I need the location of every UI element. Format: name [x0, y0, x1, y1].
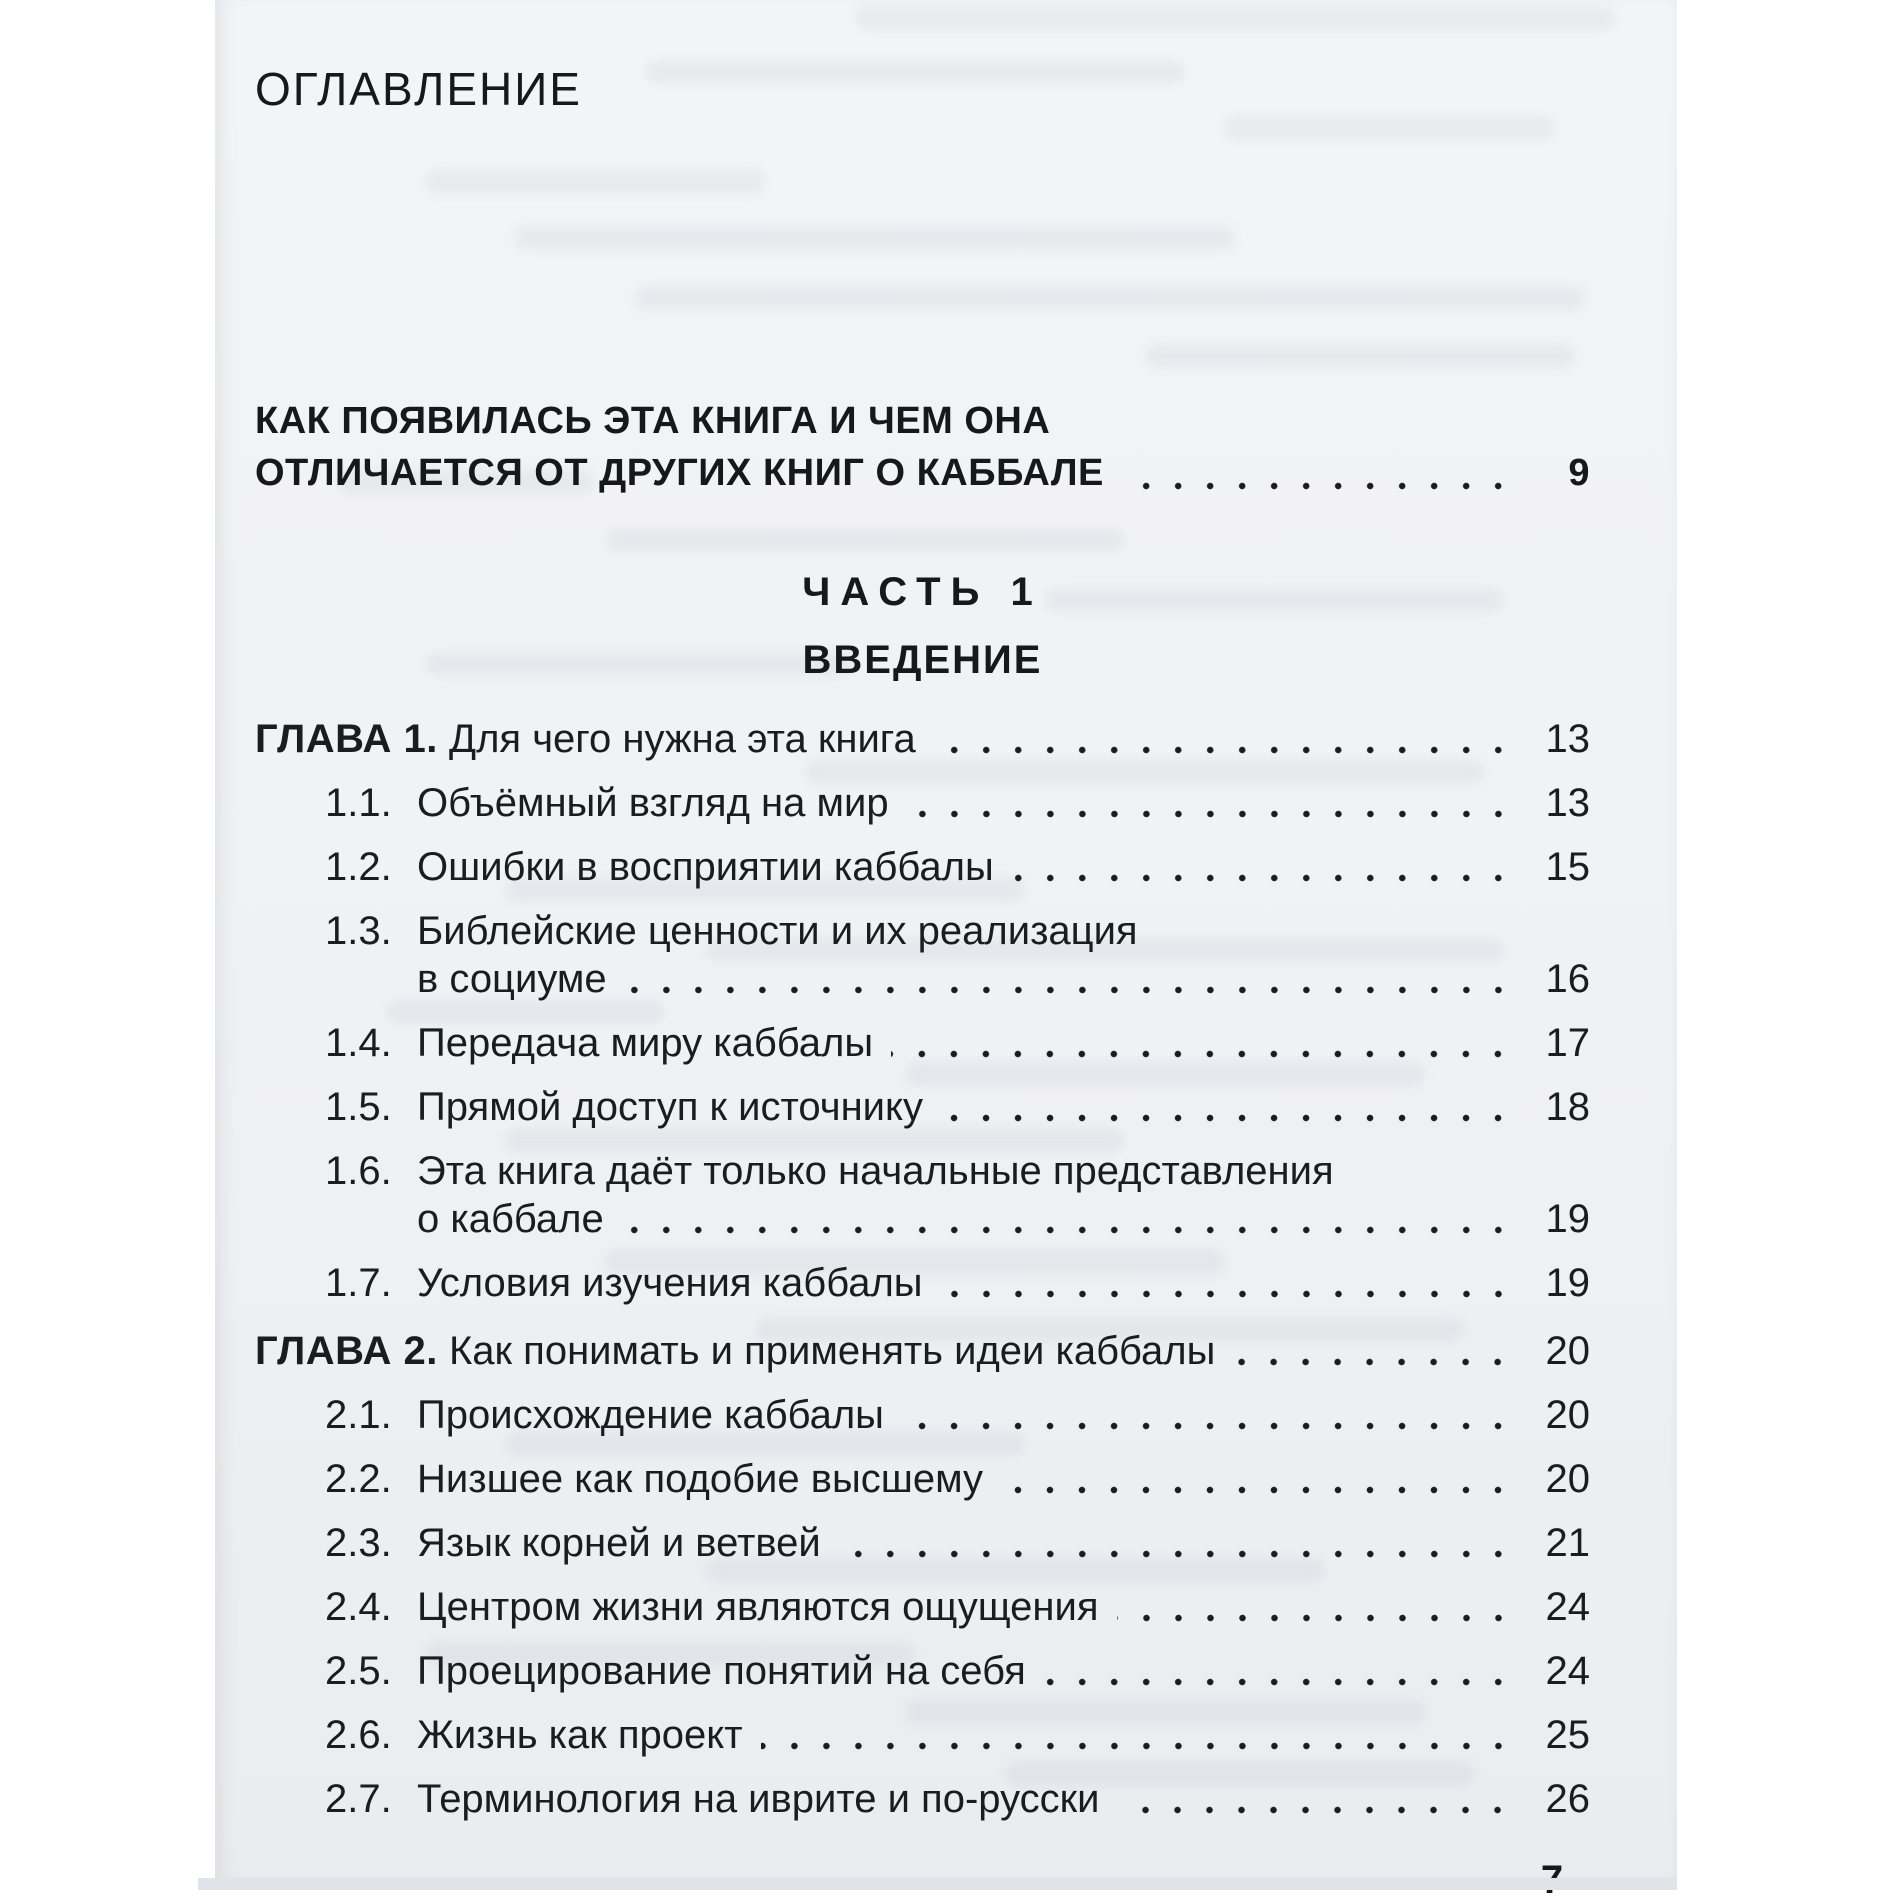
toc-chapter-row	[255, 715, 1590, 763]
entry-page-number: 19	[1545, 1261, 1590, 1305]
dot-leader	[983, 1455, 1526, 1503]
toc-item-text: Ошибки в восприятии каббалы	[417, 845, 994, 889]
entry-page-number: 19	[1545, 1197, 1590, 1241]
toc-item-row	[255, 843, 1590, 891]
toc-item-text: Эта книга даёт только начальные представления	[417, 1149, 1334, 1193]
entry-page-number: 13	[1545, 781, 1590, 825]
toc-item-text: Библейские ценности и их реализация	[417, 909, 1138, 953]
part-heading	[255, 558, 1590, 694]
toc-item-number: 2.2.	[325, 1457, 392, 1501]
toc-item-row	[255, 907, 1590, 1003]
preface-entry	[255, 395, 1590, 499]
toc-item-row	[255, 1647, 1590, 1695]
toc-item-body	[417, 1391, 1590, 1439]
toc-item-line	[417, 1711, 1590, 1759]
toc-item-line	[417, 907, 1590, 955]
dot-leader	[916, 715, 1526, 763]
toc-item-text: Низшее как подобие высшему	[417, 1457, 984, 1501]
entry-page-number: 21	[1545, 1521, 1590, 1565]
entry-page-number: 20	[1545, 1393, 1590, 1437]
toc-item-body	[417, 1519, 1590, 1567]
toc-list	[255, 715, 1590, 1823]
entry-page-number: 24	[1545, 1649, 1590, 1693]
toc-item-body	[417, 1711, 1590, 1759]
toc-item-line	[417, 1195, 1590, 1243]
toc-item-number: 2.1.	[325, 1393, 392, 1437]
toc-item-text: Условия изучения каббалы	[417, 1261, 923, 1305]
toc-item-line	[417, 1519, 1590, 1567]
toc-item-number: 1.5.	[325, 1085, 392, 1129]
toc-item-row	[255, 1775, 1590, 1823]
toc-item-row	[255, 1391, 1590, 1439]
entry-page-number: 20	[1545, 1457, 1590, 1501]
toc-item-row	[255, 779, 1590, 827]
toc-item-line	[417, 1083, 1590, 1131]
page-bottom-edge	[198, 1878, 1677, 1890]
toc-item-body	[417, 779, 1590, 827]
page-title: ОГЛАВЛЕНИЕ	[255, 63, 582, 115]
toc-item-line	[417, 1391, 1590, 1439]
chapter-label: ГЛАВА 2.	[255, 1329, 438, 1373]
toc-item-body	[417, 1083, 1590, 1131]
dot-leader	[604, 1195, 1526, 1243]
toc-item-number: 1.4.	[325, 1021, 392, 1065]
toc-item-text: о каббале	[417, 1197, 604, 1241]
toc-item-line	[417, 1583, 1590, 1631]
toc-item-line	[417, 955, 1590, 1003]
toc-item-number: 1.1.	[325, 781, 392, 825]
toc-item-line	[417, 1775, 1590, 1823]
toc-item-text: Жизнь как проект	[417, 1713, 743, 1757]
dot-leader	[607, 955, 1526, 1003]
toc-item-line	[417, 1647, 1590, 1695]
toc-item-body	[417, 907, 1590, 1003]
toc-page	[215, 0, 1677, 1878]
dot-leader	[994, 843, 1526, 891]
toc-item-body	[417, 1775, 1590, 1823]
dot-leader	[1104, 447, 1526, 499]
chapter-label: ГЛАВА 1.	[255, 717, 438, 761]
dot-leader	[923, 1083, 1526, 1131]
toc-item-number: 2.3.	[325, 1521, 392, 1565]
toc-item-text: Объёмный взгляд на мир	[417, 781, 889, 825]
showthrough-smudge	[855, 6, 1615, 30]
toc-item-number: 2.5.	[325, 1649, 392, 1693]
toc-item-text: Проецирование понятий на себя	[417, 1649, 1026, 1693]
dot-leader	[1099, 1583, 1526, 1631]
toc-item-row	[255, 1083, 1590, 1131]
toc-item-number: 2.6.	[325, 1713, 392, 1757]
toc-item-body	[417, 1583, 1590, 1631]
toc-item-row	[255, 1519, 1590, 1567]
preface-text: ОТЛИЧАЕТСЯ ОТ ДРУГИХ КНИГ О КАББАЛЕ	[255, 452, 1104, 494]
dot-leader	[1215, 1327, 1526, 1375]
toc-item-body	[417, 1019, 1590, 1067]
toc-item-number: 1.3.	[325, 909, 392, 953]
dot-leader	[821, 1519, 1526, 1567]
entry-page-number: 24	[1545, 1585, 1590, 1629]
preface-line	[255, 447, 1590, 499]
toc-item-row	[255, 1259, 1590, 1307]
entry-page-number: 9	[1568, 452, 1590, 494]
toc-item-row	[255, 1147, 1590, 1243]
dot-leader	[873, 1019, 1526, 1067]
toc-item-number: 2.7.	[325, 1777, 392, 1821]
preface-line	[255, 395, 1590, 447]
dot-leader	[1026, 1647, 1526, 1695]
dot-leader	[884, 1391, 1526, 1439]
toc-item-text: Язык корней и ветвей	[417, 1521, 821, 1565]
entry-page-number: 20	[1545, 1329, 1590, 1373]
entry-page-number: 15	[1545, 845, 1590, 889]
toc-item-line	[417, 1455, 1590, 1503]
entry-page-number: 16	[1545, 957, 1590, 1001]
toc-item-row	[255, 1583, 1590, 1631]
preface-text: КАК ПОЯВИЛАСЬ ЭТА КНИГА И ЧЕМ ОНА	[255, 400, 1051, 442]
toc-item-text: Передача миру каббалы	[417, 1021, 874, 1065]
entry-page-number: 26	[1545, 1777, 1590, 1821]
toc-item-line	[417, 1259, 1590, 1307]
toc-item-body	[417, 843, 1590, 891]
toc-item-text: Происхождение каббалы	[417, 1393, 884, 1437]
toc-item-body	[417, 1647, 1590, 1695]
dot-leader	[743, 1711, 1526, 1759]
toc-item-body	[417, 1455, 1590, 1503]
dot-leader	[1099, 1775, 1526, 1823]
toc-chapter-row	[255, 1327, 1590, 1375]
chapter-title: Как понимать и применять идеи каббалы	[437, 1329, 1216, 1373]
toc-item-number: 1.7.	[325, 1261, 392, 1305]
toc-content	[255, 62, 1590, 1839]
dot-leader	[923, 1259, 1526, 1307]
part-label: ЧАСТЬ 1	[802, 570, 1043, 614]
part-title: ВВЕДЕНИЕ	[802, 638, 1043, 682]
chapter-title: Для чего нужна эта книга	[437, 717, 916, 761]
toc-item-text: Терминология на иврите и по-русски	[417, 1777, 1100, 1821]
dot-leader	[889, 779, 1526, 827]
toc-item-line	[417, 1147, 1590, 1195]
toc-item-text: Центром жизни являются ощущения	[417, 1585, 1099, 1629]
toc-item-number: 2.4.	[325, 1585, 392, 1629]
toc-item-body	[417, 1259, 1590, 1307]
toc-item-body	[417, 1147, 1590, 1243]
toc-item-row	[255, 1455, 1590, 1503]
toc-item-row	[255, 1711, 1590, 1759]
toc-item-row	[255, 1019, 1590, 1067]
toc-item-line	[417, 1019, 1590, 1067]
entry-page-number: 18	[1545, 1085, 1590, 1129]
toc-item-text: в социуме	[417, 957, 607, 1001]
entry-page-number: 13	[1545, 717, 1590, 761]
entry-page-number: 25	[1545, 1713, 1590, 1757]
toc-item-number: 1.6.	[325, 1149, 392, 1193]
toc-item-line	[417, 843, 1590, 891]
toc-item-text: Прямой доступ к источнику	[417, 1085, 923, 1129]
toc-item-line	[417, 779, 1590, 827]
entry-page-number: 17	[1545, 1021, 1590, 1065]
toc-item-number: 1.2.	[325, 845, 392, 889]
